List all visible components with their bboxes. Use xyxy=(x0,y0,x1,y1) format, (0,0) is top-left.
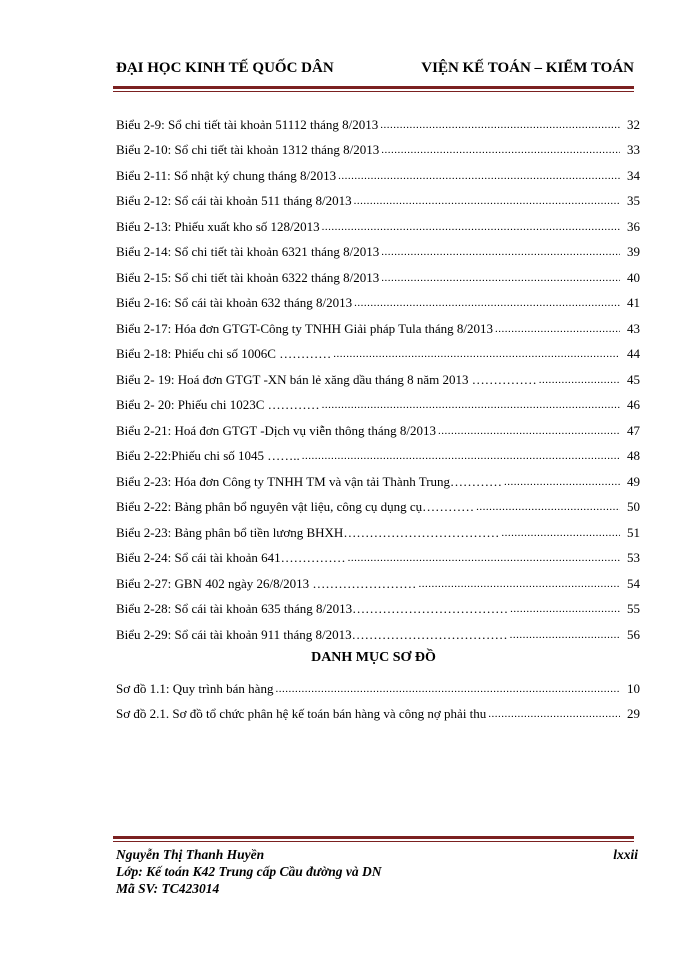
toc-leader-dots xyxy=(302,446,620,466)
toc-leader-dots xyxy=(510,599,620,619)
toc-entry-page: 46 xyxy=(627,397,640,413)
toc-entry[interactable] xyxy=(116,342,640,368)
toc-entry[interactable] xyxy=(116,622,640,648)
toc-entry-page: 44 xyxy=(627,346,640,362)
footer-rule-thin xyxy=(113,841,634,842)
toc-leader-dots xyxy=(510,625,620,645)
toc-entry-label: Biểu 2-29: Sổ cái tài khoản 911 tháng 8/2013……………………………… xyxy=(116,626,508,642)
footer-class: Lớp: Kế toán K42 Trung cấp Cầu đường và DN xyxy=(116,864,382,879)
toc-leader-dots xyxy=(354,191,620,211)
toc-entry-page: 36 xyxy=(627,218,640,234)
toc-entry-label: Biểu 2-24: Sổ cái tài khoản 641…………… xyxy=(116,550,346,566)
toc-entry[interactable] xyxy=(116,291,640,317)
diagram-list xyxy=(116,676,640,727)
toc-entry[interactable] xyxy=(116,163,640,189)
header-institute: VIỆN KẾ TOÁN – KIỂM TOÁN xyxy=(421,60,634,76)
toc-leader-dots xyxy=(322,217,620,237)
toc-entry-label: Biểu 2-22:Phiếu chi số 1045 …….. xyxy=(116,448,300,464)
toc-entry-page: 48 xyxy=(627,448,640,464)
toc-entry-page: 34 xyxy=(627,167,640,183)
toc-entry-page: 51 xyxy=(627,524,640,540)
header-university: ĐẠI HỌC KINH TẾ QUỐC DÂN xyxy=(116,60,334,76)
toc-entry-label: Biểu 2-17: Hóa đơn GTGT-Công ty TNHH Giải pháp Tula tháng 8/2013 xyxy=(116,320,493,336)
toc-leader-dots xyxy=(380,115,620,135)
toc-leader-dots xyxy=(333,344,620,364)
toc-entry-page: 41 xyxy=(627,295,640,311)
toc-leader-dots xyxy=(381,140,620,160)
toc-entry-page: 32 xyxy=(627,116,640,132)
toc-entry-page: 50 xyxy=(627,499,640,515)
toc-entry[interactable] xyxy=(116,546,640,572)
toc-entry-page: 40 xyxy=(627,269,640,285)
toc-entry-page: 55 xyxy=(627,601,640,617)
header-rule-thick xyxy=(113,86,634,89)
toc-entry-label: Biểu 2-21: Hoá đơn GTGT -Dịch vụ viễn thông tháng 8/2013 xyxy=(116,422,437,438)
toc-entry-label: Biểu 2-23: Bảng phân bổ tiền lương BHXH……………………………… xyxy=(116,524,500,540)
toc-entry[interactable] xyxy=(116,520,640,546)
toc-entry-label: Biểu 2-13: Phiếu xuất kho số 128/2013 xyxy=(116,218,320,234)
toc-entry[interactable] xyxy=(116,112,640,138)
toc-entry-page: 45 xyxy=(627,371,640,387)
toc-leader-dots xyxy=(495,319,620,339)
toc-entry[interactable] xyxy=(116,138,640,164)
toc-leader-dots xyxy=(354,293,620,313)
toc-entry-label: Biểu 2-27: GBN 402 ngày 26/8/2013 …………………… xyxy=(116,575,417,591)
toc-leader-dots xyxy=(476,497,620,517)
toc-leader-dots xyxy=(488,704,620,724)
table-list xyxy=(116,112,640,648)
toc-entry[interactable] xyxy=(116,444,640,470)
toc-leader-dots xyxy=(338,166,620,186)
toc-entry[interactable] xyxy=(116,265,640,291)
page-number: lxxii xyxy=(613,847,638,862)
toc-entry-label: Biểu 2-22: Bảng phân bổ nguyên vật liệu, công cụ dụng cụ………… xyxy=(116,499,475,515)
toc-leader-dots xyxy=(418,574,620,594)
toc-leader-dots xyxy=(348,548,620,568)
toc-leader-dots xyxy=(504,472,620,492)
toc-entry-page: 43 xyxy=(627,320,640,336)
footer-author: Nguyễn Thị Thanh Huyền xyxy=(116,847,265,862)
toc-entry-label: Biểu 2- 19: Hoá đơn GTGT -XN bán lẻ xăng dầu tháng 8 năm 2013 …………… xyxy=(116,371,537,387)
toc-entry-label: Biểu 2-12: Sổ cái tài khoản 511 tháng 8/2013 xyxy=(116,193,352,209)
toc-leader-dots xyxy=(275,679,620,699)
toc-entry-page: 53 xyxy=(627,550,640,566)
page-footer xyxy=(116,846,638,897)
toc-entry[interactable] xyxy=(116,702,640,728)
toc-entry[interactable] xyxy=(116,393,640,419)
section-title-diagrams: DANH MỤC SƠ ĐỒ xyxy=(311,650,436,665)
toc-entry-label: Biểu 2- 20: Phiếu chi 1023C ………… xyxy=(116,397,320,413)
toc-entry-label: Biểu 2-10: Sổ chi tiết tài khoản 1312 tháng 8/2013 xyxy=(116,142,380,158)
toc-entry-label: Biểu 2-11: Sổ nhật ký chung tháng 8/2013 xyxy=(116,167,337,183)
toc-entry-page: 29 xyxy=(627,706,640,722)
toc-entry[interactable] xyxy=(116,571,640,597)
toc-entry[interactable] xyxy=(116,240,640,266)
toc-entry-page: 47 xyxy=(627,422,640,438)
toc-entry-page: 49 xyxy=(627,473,640,489)
header-rule-thin xyxy=(113,91,634,92)
toc-entry-label: Biểu 2-18: Phiếu chi số 1006C ………… xyxy=(116,346,332,362)
toc-leader-dots xyxy=(501,523,620,543)
toc-entry-label: Biểu 2-14: Sổ chi tiết tài khoản 6321 tháng 8/2013 xyxy=(116,244,380,260)
toc-leader-dots xyxy=(322,395,620,415)
footer-rule-thick xyxy=(113,836,634,839)
toc-leader-dots xyxy=(381,242,620,262)
footer-student-id: Mã SV: TC423014 xyxy=(116,881,220,896)
toc-entry-page: 10 xyxy=(627,680,640,696)
toc-entry-page: 35 xyxy=(627,193,640,209)
toc-entry[interactable] xyxy=(116,214,640,240)
toc-entry-label: Biểu 2-9: Sổ chi tiết tài khoản 51112 tháng 8/2013 xyxy=(116,116,379,132)
toc-entry-label: Biểu 2-23: Hóa đơn Công ty TNHH TM và vận tải Thành Trung………… xyxy=(116,473,503,489)
toc-entry-label: Biểu 2-15: Sổ chi tiết tài khoản 6322 tháng 8/2013 xyxy=(116,269,380,285)
toc-entry[interactable] xyxy=(116,597,640,623)
toc-entry-label: Sơ đồ 2.1. Sơ đồ tổ chức phân hệ kế toán bán hàng và công nợ phải thu xyxy=(116,706,487,722)
toc-entry[interactable] xyxy=(116,418,640,444)
toc-entry-page: 33 xyxy=(627,142,640,158)
toc-entry[interactable] xyxy=(116,316,640,342)
toc-leader-dots xyxy=(438,421,620,441)
toc-entry[interactable] xyxy=(116,367,640,393)
toc-leader-dots xyxy=(381,268,620,288)
toc-entry-label: Biểu 2-16: Sổ cái tài khoản 632 tháng 8/2013 xyxy=(116,295,353,311)
toc-leader-dots xyxy=(539,370,620,390)
toc-entry-label: Biểu 2-28: Sổ cái tài khoản 635 tháng 8/2013……………………………… xyxy=(116,601,509,617)
toc-entry[interactable] xyxy=(116,495,640,521)
toc-entry[interactable] xyxy=(116,469,640,495)
toc-entry[interactable] xyxy=(116,676,640,702)
toc-entry-page: 39 xyxy=(627,244,640,260)
toc-entry-page: 54 xyxy=(627,575,640,591)
toc-entry-label: Sơ đồ 1.1: Quy trình bán hàng xyxy=(116,680,274,696)
toc-entry[interactable] xyxy=(116,189,640,215)
toc-entry-page: 56 xyxy=(627,626,640,642)
page-header xyxy=(113,60,634,82)
